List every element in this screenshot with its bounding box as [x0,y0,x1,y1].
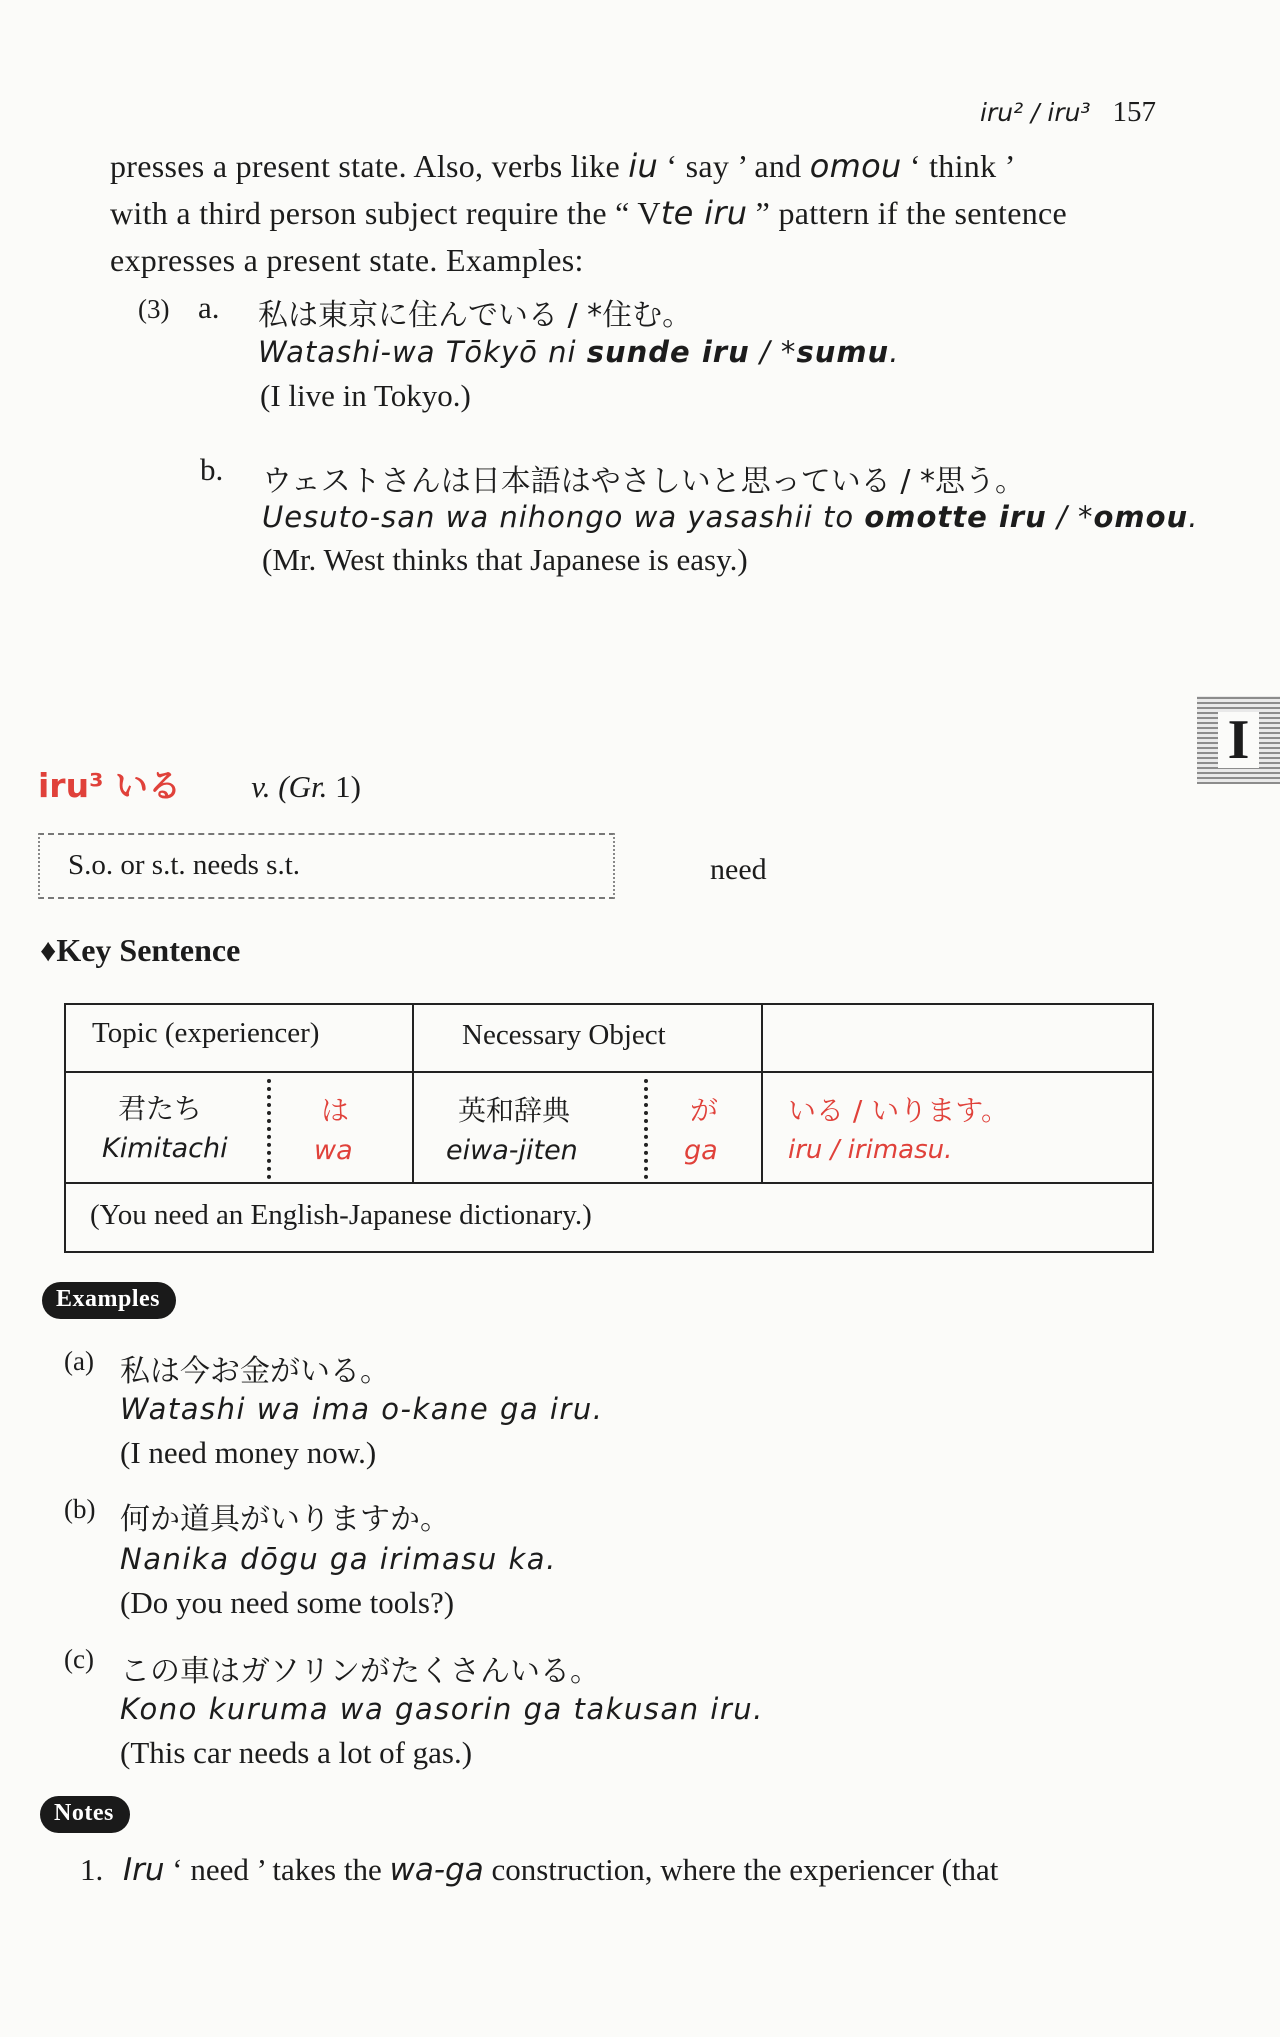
key-sentence-heading: ♦Key Sentence [40,932,241,968]
page-number: 157 [1112,96,1156,128]
topic-japanese: 君たち [118,1092,203,1125]
example-a-romaji: Watashi wa ima o-kane ga iru. [120,1392,604,1426]
particle-wa-japanese: は [321,1094,350,1127]
section-thumb-tab-label: I [1218,712,1260,768]
example-c-translation: (This car needs a lot of gas.) [120,1735,473,1770]
particle-ga-japanese: が [690,1094,719,1127]
note-1-number: 1. [80,1852,104,1887]
running-head [980,96,1156,129]
key-sentence-table [64,1003,1154,1253]
example-3b-translation: (Mr. West thinks that Japanese is easy.) [262,542,748,577]
examples-label: Examples [42,1282,176,1319]
example-b-romaji: Nanika dōgu ga irimasu ka. [120,1542,557,1576]
particle-wa-romaji: wa [314,1135,353,1166]
example-3b-romaji: Uesuto-san wa nihongo wa yasashii to omotte iru / *omou. [262,500,1199,534]
example-c-romaji: Kono kuruma wa gasorin ga takusan iru. [120,1692,764,1726]
particle-ga-romaji: ga [684,1135,718,1166]
header-topic: Topic (experiencer) [92,1017,320,1049]
note-1: 1. Iru ‘ need ’ takes the wa-ga construction, where the experiencer (that [80,1852,999,1888]
intro-line-3: expresses a present state. Examples: [110,242,584,278]
meaning-word: need [710,853,767,886]
topic-romaji: Kimitachi [102,1133,228,1164]
key-sentence-translation: (You need an English-Japanese dictionary.) [90,1199,592,1231]
example-3a-romaji: Watashi-wa Tōkyō ni sunde iru / *sumu. [258,335,900,369]
example-a-japanese: 私は今お金がいる。 [120,1354,390,1389]
term-te-iru: te iru [660,194,748,232]
term-omou: omou [809,147,902,185]
example-c-japanese: この車はガソリンがたくさんいる。 [120,1654,600,1689]
example-3b-japanese: ウェストさんは日本語はやさしいと思っている / *思う。 [262,464,1025,499]
example-3-number: (3) [138,294,170,324]
example-3b-label: b. [200,452,224,487]
example-a-number: (a) [64,1346,94,1376]
predicate-japanese: いる / いります。 [788,1094,1009,1127]
header-necessary-object: Necessary Object [462,1019,666,1051]
notes-label: Notes [40,1796,130,1833]
example-3a-japanese: 私は東京に住んでいる / *住む。 [258,298,693,333]
running-head-headwords: iru² / iru³ [980,98,1091,127]
object-japanese: 英和辞典 [458,1094,571,1127]
meaning-box: S.o. or s.t. needs s.t. [38,833,615,899]
term-iu: iu [628,147,659,185]
intro-line-2: with a third person subject require the “ Vte iru ” pattern if the sentence [110,194,1068,232]
part-of-speech: v. (Gr. 1) [251,769,361,804]
predicate-romaji: iru / irimasu. [788,1135,953,1165]
section-thumb-tab [1197,696,1280,784]
example-b-translation: (Do you need some tools?) [120,1585,455,1620]
entry-headword: iru³ いる [38,766,182,805]
entry-header [38,760,361,807]
example-a-translation: (I need money now.) [120,1435,377,1470]
example-3a-translation: (I live in Tokyo.) [260,378,471,413]
example-c-number: (c) [64,1644,94,1674]
intro-line-1: presses a present state. Also, verbs like iu ‘ say ’ and omou ‘ think ’ [110,147,1016,185]
example-b-japanese: 何か道具がいりますか。 [120,1502,450,1537]
example-3a-label: a. [198,290,220,325]
example-b-number: (b) [64,1494,96,1524]
object-romaji: eiwa-jiten [446,1135,578,1166]
